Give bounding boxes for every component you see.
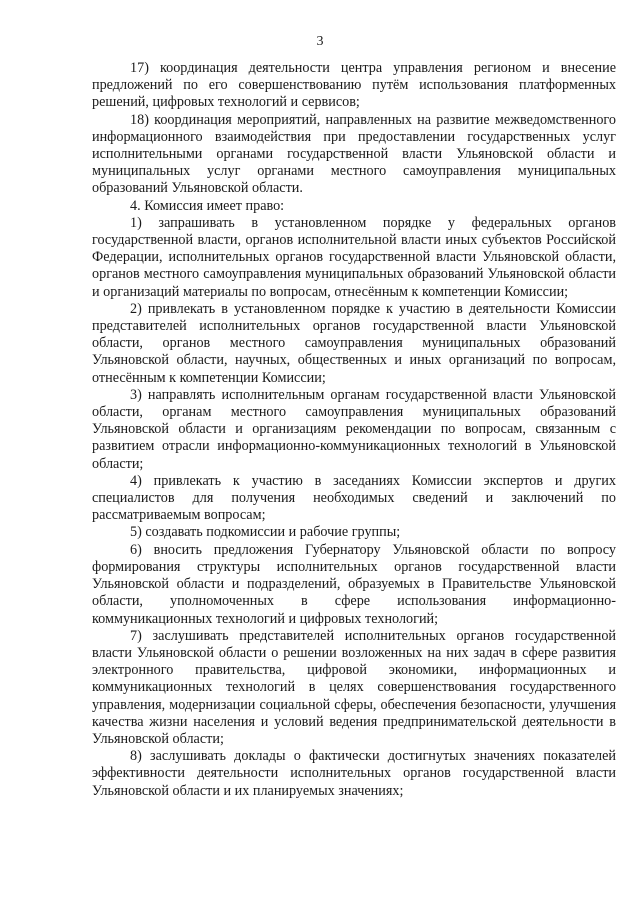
document-body <box>92 60 616 800</box>
paragraph-item-18: 18) координация мероприятий, направленных на развитие межведомственного информационного взаимодействия при предоставлении государственных услуг исполнительными органами государственной власти Ульяновской области и муниципальных услуг органами местного самоуправления муниципальных образований Ульяновской области. <box>92 111 616 197</box>
paragraph-right-5: 5) создавать подкомиссии и рабочие группы; <box>130 524 401 541</box>
paragraph-section-4-heading: 4. Комиссия имеет право: <box>130 197 285 214</box>
paragraph-item-17: 17) координация деятельности центра управления регионом и внесение предложений по его совершенствованию путём использования платформенных решений, цифровых технологий и сервисов; <box>92 60 616 111</box>
paragraph-right-1: 1) запрашивать в установленном порядке у федеральных органов государственной власти, органов исполнительной власти иных субъектов Российской Федерации, исполнительных органов государственной власти Ульяновской области, органов местного самоуправления муниципальных образований Ульяновской области и организаций материалы по вопросам, отнесённым к компетенции Комиссии; <box>92 214 616 300</box>
paragraph-right-3: 3) направлять исполнительным органам государственной власти Ульяновской области, органам местного самоуправления муниципальных образований Ульяновской области и организациям рекомендации по вопросам, связанным с развитием отрасли информационно-коммуникационных технологий в Ульяновской области; <box>92 386 616 472</box>
paragraph-right-6: 6) вносить предложения Губернатору Ульяновской области по вопросу формирования структуры исполнительных органов государственной власти Ульяновской области и подразделений, образуемых в Правительстве Ульяновской области, уполномоченных в сфере использования информационно-коммуникационных технологий и цифровых технологий; <box>92 541 616 627</box>
paragraph-right-7: 7) заслушивать представителей исполнительных органов государственной власти Ульяновской области о решении возложенных на них задач в сфере развития электронного правительства, цифровой экономики, информационных и коммуникационных технологий в целях совершенствования государственного управления, модернизации социальной сферы, обеспечения безопасности, улучшения качества жизни населения и условий ведения предпринимательской деятельности в Ульяновской области; <box>92 627 616 747</box>
page-number: 3 <box>316 34 324 49</box>
paragraph-right-4: 4) привлекать к участию в заседаниях Комиссии экспертов и других специалистов для получения необходимых сведений и заключений по рассматриваемым вопросам; <box>92 472 616 524</box>
paragraph-right-2: 2) привлекать в установленном порядке к участию в деятельности Комиссии представителей исполнительных органов государственной власти Ульяновской области, органов местного самоуправления муниципальных образований Ульяновской области, научных, общественных и иных организаций по вопросам, отнесённым к компетенции Комиссии; <box>92 300 616 386</box>
paragraph-right-8: 8) заслушивать доклады о фактически достигнутых значениях показателей эффективности деятельности исполнительных органов государственной власти Ульяновской области и их планируемых значениях; <box>92 748 616 799</box>
